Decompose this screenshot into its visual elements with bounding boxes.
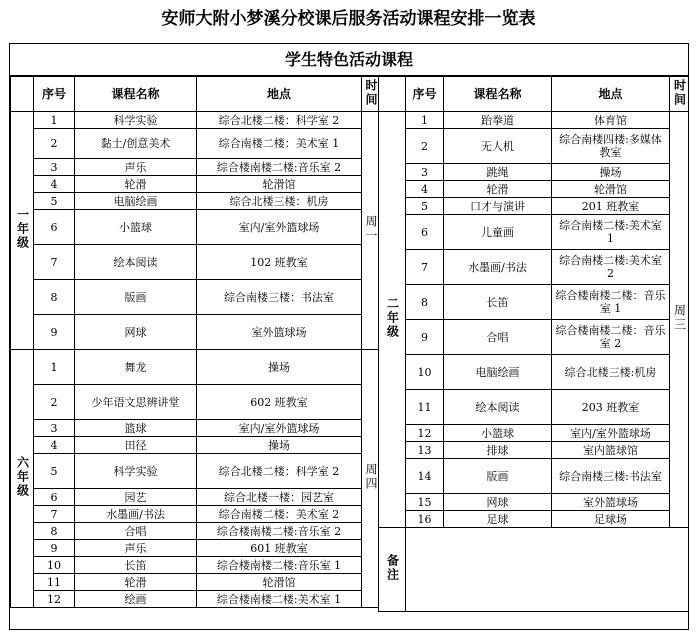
course-name: 长笛: [444, 285, 552, 320]
weekday-cell: [670, 112, 689, 528]
col-header-no: 序号: [34, 77, 75, 112]
grade-label-cell: [11, 350, 34, 608]
table-row: [379, 215, 689, 250]
course-name: 轮滑: [75, 176, 197, 193]
course-name: 网球: [75, 315, 197, 350]
course-name: 电脑绘画: [75, 193, 197, 210]
course-location: 室外篮球场: [552, 494, 670, 511]
header-row: [11, 77, 379, 112]
table-row: [379, 181, 689, 198]
row-number: 4: [406, 181, 444, 198]
remark-row: [379, 528, 689, 612]
course-name: 小篮球: [75, 210, 197, 245]
table-row: [379, 511, 689, 528]
table-row: [379, 198, 689, 215]
course-name: 长笛: [75, 557, 197, 574]
table-row: [379, 250, 689, 285]
table-row: [11, 210, 379, 245]
course-location: 综合南楼四楼:多媒体教室: [552, 129, 670, 164]
course-location: 室内/室外篮球场: [552, 425, 670, 442]
course-name: 儿童画: [444, 215, 552, 250]
course-location: 综合南楼二楼：美术室 1: [197, 129, 362, 159]
table-row: [11, 193, 379, 210]
grade-label-cell: [379, 112, 406, 528]
time-header-label: 时间: [672, 78, 687, 107]
table-row: [379, 459, 689, 494]
table-row: [11, 454, 379, 489]
row-number: 2: [406, 129, 444, 164]
table-subtitle: 学生特色活动课程: [10, 44, 688, 76]
table-row: [11, 385, 379, 420]
table-row: [11, 420, 379, 437]
row-number: 12: [34, 591, 75, 608]
table-row: [11, 315, 379, 350]
col-header-place: 地点: [197, 77, 362, 112]
course-name: 绘本阅读: [75, 245, 197, 280]
course-location: 综合楼南楼二楼:美术室 1: [197, 591, 362, 608]
course-name: 黏土/创意美术: [75, 129, 197, 159]
course-name: 轮滑: [75, 574, 197, 591]
row-number: 5: [34, 454, 75, 489]
course-location: 综合楼南楼二楼：音乐室 1: [552, 285, 670, 320]
course-name: 水墨画/书法: [75, 506, 197, 523]
row-number: 6: [406, 215, 444, 250]
row-number: 3: [34, 159, 75, 176]
table-row: [11, 523, 379, 540]
course-location: 室内篮球馆: [552, 442, 670, 459]
table-row: [11, 574, 379, 591]
course-name: 科学实验: [75, 112, 197, 129]
course-location: 综合北楼三楼：机房: [197, 193, 362, 210]
row-number: 10: [34, 557, 75, 574]
table-row: [11, 245, 379, 280]
course-name: 版画: [75, 280, 197, 315]
row-number: 8: [406, 285, 444, 320]
course-name: 篮球: [75, 420, 197, 437]
table-row: [11, 112, 379, 129]
course-location: 操场: [552, 164, 670, 181]
course-name: 版画: [444, 459, 552, 494]
course-location: 操场: [197, 437, 362, 454]
row-number: 11: [34, 574, 75, 591]
course-name: 园艺: [75, 489, 197, 506]
weekday-label: 周三: [672, 304, 687, 332]
row-number: 4: [34, 176, 75, 193]
row-number: 4: [34, 437, 75, 454]
course-name: 口才与演讲: [444, 198, 552, 215]
course-location: 轮滑馆: [197, 574, 362, 591]
time-header-label: 时间: [364, 78, 378, 107]
course-location: 综合南楼二楼:美术室 1: [552, 215, 670, 250]
course-name: 轮滑: [444, 181, 552, 198]
col-header-place: 地点: [552, 77, 670, 112]
table-row: [379, 425, 689, 442]
row-number: 16: [406, 511, 444, 528]
table-row: [379, 112, 689, 129]
course-location: 操场: [197, 350, 362, 385]
table-row: [11, 129, 379, 159]
row-number: 5: [34, 193, 75, 210]
course-name: 舞龙: [75, 350, 197, 385]
course-location: 综合楼南楼二楼:音乐室 2: [197, 523, 362, 540]
course-location: 综合楼南楼二楼：音乐室 2: [552, 320, 670, 355]
row-number: 12: [406, 425, 444, 442]
course-name: 小篮球: [444, 425, 552, 442]
weekday-cell: [362, 350, 379, 608]
col-header-course: 课程名称: [75, 77, 197, 112]
table-row: [379, 390, 689, 425]
row-number: 9: [34, 540, 75, 557]
grade-label: 六年级: [15, 456, 30, 498]
course-name: 网球: [444, 494, 552, 511]
course-name: 足球: [444, 511, 552, 528]
row-number: 9: [34, 315, 75, 350]
course-location: 室内/室外篮球场: [197, 210, 362, 245]
course-name: 绘画: [75, 591, 197, 608]
table-row: [11, 350, 379, 385]
table-row: [379, 129, 689, 164]
row-number: 7: [406, 250, 444, 285]
grade-label-cell: [11, 112, 34, 350]
table-row: [11, 489, 379, 506]
course-location: 综合北楼一楼：园艺室: [197, 489, 362, 506]
table-row: [11, 557, 379, 574]
course-location: 综合南楼三楼:书法室: [552, 459, 670, 494]
table-row: [11, 280, 379, 315]
course-location: 综合南楼三楼：书法室: [197, 280, 362, 315]
row-number: 6: [34, 210, 75, 245]
course-name: 电脑绘画: [444, 355, 552, 390]
col-header-time: [670, 77, 689, 112]
header-row: [379, 77, 689, 112]
table-row: [379, 164, 689, 181]
row-number: 7: [34, 506, 75, 523]
course-location: 轮滑馆: [197, 176, 362, 193]
course-name: 科学实验: [75, 454, 197, 489]
row-number: 3: [34, 420, 75, 437]
remark-label-cell: [379, 528, 406, 612]
course-location: 综合北楼二楼：科学室 2: [197, 112, 362, 129]
weekday-cell: [362, 112, 379, 350]
row-number: 13: [406, 442, 444, 459]
table-row: [11, 437, 379, 454]
row-number: 1: [406, 112, 444, 129]
page-title: 安师大附小梦溪分校课后服务活动课程安排一览表: [161, 9, 536, 29]
table-row: [379, 355, 689, 390]
row-number: 15: [406, 494, 444, 511]
grade-label: 二年级: [385, 297, 400, 339]
course-location: 601 班教室: [197, 540, 362, 557]
grade-header: [11, 77, 34, 112]
course-name: 声乐: [75, 159, 197, 176]
row-number: 5: [406, 198, 444, 215]
left-schedule-table: [10, 76, 379, 608]
row-number: 1: [34, 112, 75, 129]
remark-content: [406, 528, 689, 612]
course-name: 声乐: [75, 540, 197, 557]
course-name: 合唱: [444, 320, 552, 355]
table-row: [11, 506, 379, 523]
course-location: 602 班教室: [197, 385, 362, 420]
course-name: 无人机: [444, 129, 552, 164]
table-row: [11, 176, 379, 193]
schedule-frame: [9, 43, 689, 630]
row-number: 7: [34, 245, 75, 280]
course-location: 室内/室外篮球场: [197, 420, 362, 437]
course-location: 综合北楼三楼:机房: [552, 355, 670, 390]
weekday-label: 周一: [364, 215, 378, 243]
course-location: 综合南楼二楼:美术室 2: [552, 250, 670, 285]
course-name: 水墨画/书法: [444, 250, 552, 285]
course-name: 跆拳道: [444, 112, 552, 129]
row-number: 3: [406, 164, 444, 181]
row-number: 8: [34, 280, 75, 315]
row-number: 2: [34, 385, 75, 420]
course-location: 足球场: [552, 511, 670, 528]
table-row: [11, 540, 379, 557]
course-location: 综合南楼二楼：美术室 2: [197, 506, 362, 523]
table-row: [379, 442, 689, 459]
row-number: 8: [34, 523, 75, 540]
row-number: 9: [406, 320, 444, 355]
table-row: [379, 285, 689, 320]
row-number: 10: [406, 355, 444, 390]
course-name: 排球: [444, 442, 552, 459]
course-location: 综合北楼二楼：科学室 2: [197, 454, 362, 489]
course-location: 203 班教室: [552, 390, 670, 425]
course-name: 跳绳: [444, 164, 552, 181]
row-number: 14: [406, 459, 444, 494]
course-location: 室外篮球场: [197, 315, 362, 350]
remark-label: 备注: [385, 554, 400, 582]
course-name: 绘本阅读: [444, 390, 552, 425]
table-row: [11, 591, 379, 608]
course-name: 田径: [75, 437, 197, 454]
row-number: 2: [34, 129, 75, 159]
grade-label: 一年级: [15, 208, 30, 250]
row-number: 11: [406, 390, 444, 425]
table-row: [379, 320, 689, 355]
col-header-time: [362, 77, 379, 112]
col-header-course: 课程名称: [444, 77, 552, 112]
course-location: 综合楼南楼二楼:音乐室 2: [197, 159, 362, 176]
row-number: 6: [34, 489, 75, 506]
grade-header: [379, 77, 406, 112]
course-location: 综合楼南楼二楼:音乐室 1: [197, 557, 362, 574]
weekday-label: 周四: [364, 463, 378, 491]
course-location: 轮滑馆: [552, 181, 670, 198]
course-name: 合唱: [75, 523, 197, 540]
right-schedule-table: [378, 76, 689, 612]
course-location: 102 班教室: [197, 245, 362, 280]
course-location: 201 班教室: [552, 198, 670, 215]
table-row: [379, 494, 689, 511]
course-location: 体育馆: [552, 112, 670, 129]
col-header-no: 序号: [406, 77, 444, 112]
table-row: [11, 159, 379, 176]
course-name: 少年语文思辨讲堂: [75, 385, 197, 420]
row-number: 1: [34, 350, 75, 385]
